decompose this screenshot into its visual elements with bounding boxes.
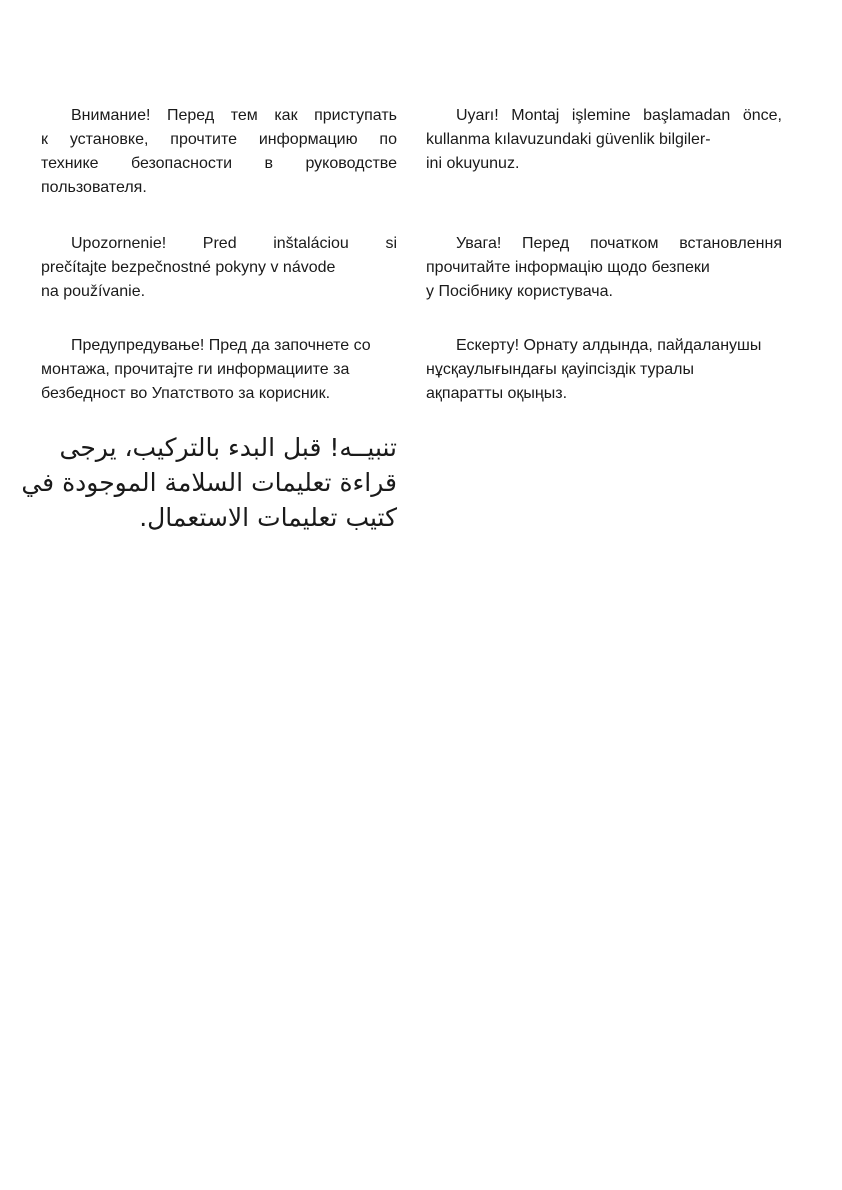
warning-turkish-line-1: Uyarı! Montaj işlemine başlamadan önce, [456, 107, 782, 124]
warning-slovak-line-2: prečítajte bezpečnostné pokyny v návode [41, 259, 336, 276]
warning-arabic-line-3: كتيب تعليمات الاستعمال. [139, 503, 397, 532]
warning-arabic [21, 430, 397, 535]
warning-slovak-line-3: na používanie. [41, 283, 146, 300]
warning-kazakh [426, 334, 782, 406]
warning-kazakh-line-2: нұсқаулығындағы қауіпсіздік туралы [426, 361, 694, 378]
warning-russian-line-3: технике безопасности в руководстве [41, 155, 397, 172]
warning-ukrainian-line-2: прочитайте інформацію щодо безпеки [426, 259, 710, 276]
left-column [21, 104, 397, 535]
warning-ukrainian-line-1: Увага! Перед початком встановлення [456, 235, 782, 252]
warning-russian [41, 104, 397, 200]
right-column [426, 104, 782, 406]
warning-macedonian-line-2: монтажа, прочитајте ги информациите за [41, 361, 350, 378]
warning-turkish-line-2: kullanma kılavuzundaki güvenlik bilgiler- [426, 131, 711, 148]
warning-arabic-line-1: تنبيــه! قبل البدء بالتركيب، يرجى [59, 433, 397, 462]
warning-russian-line-2: к установке, прочтите информацию по [41, 131, 397, 148]
warning-turkish-line-3: ini okuyunuz. [426, 155, 520, 172]
warning-kazakh-line-1: Ескерту! Орнату алдында, пайдаланушы [456, 337, 762, 354]
warning-macedonian-line-3: безбедност во Упатството за корисник. [41, 385, 331, 402]
warning-turkish [426, 104, 782, 176]
warning-ukrainian [426, 232, 782, 304]
warning-kazakh-line-3: ақпаратты оқыңыз. [426, 385, 568, 402]
warning-russian-line-1: Внимание! Перед тем как приступать [71, 107, 397, 124]
warning-macedonian-line-1: Предупредување! Пред да започнете со [71, 337, 371, 354]
warning-arabic-line-2: قراءة تعليمات السلامة الموجودة في [21, 468, 397, 497]
warning-ukrainian-line-3: у Посібнику користувача. [426, 283, 613, 300]
warning-slovak-line-1: Upozornenie! Pred inštaláciou si [71, 235, 397, 252]
warning-macedonian [41, 334, 397, 406]
warning-russian-line-4: пользователя. [41, 179, 147, 196]
warning-slovak [41, 232, 397, 304]
